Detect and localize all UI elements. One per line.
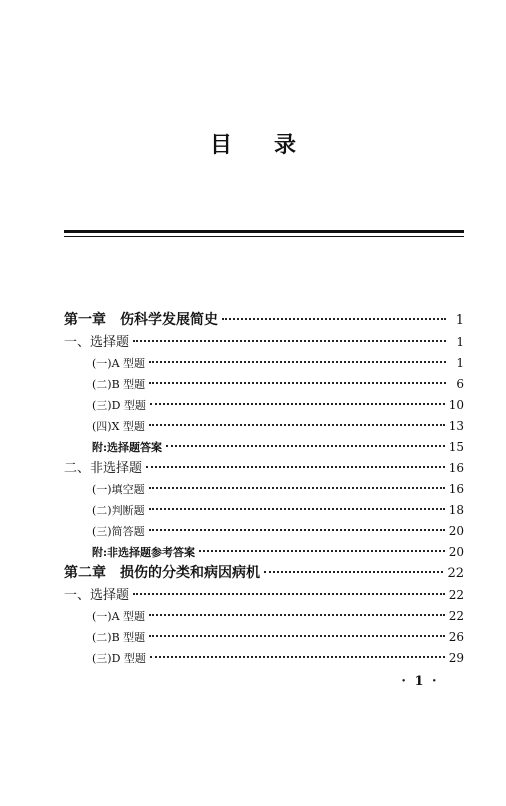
- toc-entry-label: 一、选择题: [64, 588, 130, 603]
- toc-entry-appendix[interactable]: [64, 437, 464, 458]
- dot-leader: [146, 466, 445, 468]
- toc-entry-page: 20: [448, 524, 464, 538]
- toc-entry-subsection[interactable]: [64, 416, 464, 437]
- dot-leader: [222, 318, 446, 320]
- toc-entry-page: 16: [448, 482, 464, 496]
- dot-leader: [149, 487, 445, 489]
- toc-entry-chapter-2[interactable]: [64, 563, 464, 585]
- dot-leader: [199, 550, 445, 552]
- toc-entry-label: 一、选择题: [64, 335, 130, 350]
- dot-leader: [264, 571, 443, 573]
- toc-entry-page: 20: [448, 545, 464, 559]
- toc-entry-page: 15: [448, 440, 464, 454]
- header-rule-thin: [64, 236, 464, 237]
- dot-leader: [149, 508, 445, 510]
- dot-leader: [133, 593, 445, 595]
- toc-entry-label: (一)A 型题: [92, 610, 146, 623]
- toc-entry-label: 第二章 损伤的分类和病因病机: [64, 565, 260, 581]
- toc-entry-section[interactable]: [64, 585, 464, 606]
- dot-leader: [149, 424, 445, 426]
- toc-entry-subsection[interactable]: [64, 374, 464, 395]
- toc-entry-page: 1: [455, 313, 464, 328]
- toc-entry-appendix[interactable]: [64, 542, 464, 563]
- toc-entry-label: (三)简答题: [92, 525, 145, 538]
- toc-entry-label: (二)B 型题: [92, 631, 146, 644]
- toc-entry-page: 6: [456, 377, 464, 391]
- page-number: · 1 ·: [401, 674, 439, 689]
- toc-entry-page: 18: [448, 503, 464, 517]
- dot-leader: [149, 382, 446, 384]
- dot-leader: [150, 403, 445, 405]
- toc-entry-label: (二)B 型题: [92, 378, 146, 391]
- toc-entry-label: (二)判断题: [92, 504, 145, 517]
- page-title: [0, 128, 506, 159]
- dot-leader: [149, 635, 445, 637]
- toc-entry-label: 第一章 伤科学发展简史: [64, 312, 218, 328]
- toc-entry-page: 10: [448, 398, 464, 412]
- toc-entry-page: 22: [448, 588, 464, 602]
- toc-entry-label: (四)X 型题: [92, 420, 145, 433]
- header-rule-thick: [64, 230, 464, 233]
- toc-entry-page: 1: [456, 335, 464, 349]
- dot-leader: [149, 361, 446, 363]
- dot-leader: [133, 340, 446, 342]
- toc-entry-page: 26: [448, 630, 464, 644]
- toc-entry-label: (一)填空题: [92, 483, 145, 496]
- dot-leader: [149, 614, 445, 616]
- toc-entry-section[interactable]: [64, 332, 464, 353]
- title-char-1: 目: [209, 132, 232, 158]
- toc-entry-subsection[interactable]: [64, 353, 464, 374]
- toc-entry-subsection[interactable]: [64, 521, 464, 542]
- toc-entry-subsection[interactable]: [64, 648, 464, 669]
- toc-entry-subsection[interactable]: [64, 395, 464, 416]
- toc-entry-page: 22: [448, 609, 464, 623]
- toc-entry-label: 附:选择题答案: [92, 441, 163, 454]
- toc-entry-label: (三)D 型题: [92, 399, 146, 412]
- toc-entry-page: 29: [448, 651, 464, 665]
- toc-entry-subsection[interactable]: [64, 500, 464, 521]
- dot-leader: [166, 445, 445, 447]
- toc-entry-label: 二、非选择题: [64, 461, 143, 476]
- dot-leader: [150, 656, 445, 658]
- toc-entry-section[interactable]: [64, 458, 464, 479]
- toc-entry-page: 22: [447, 566, 464, 581]
- toc-entry-subsection[interactable]: [64, 606, 464, 627]
- toc-entry-page: 16: [448, 461, 464, 475]
- toc-entry-label: (一)A 型题: [92, 357, 146, 370]
- toc-entry-page: 1: [456, 356, 464, 370]
- toc-entry-label: 附:非选择题参考答案: [92, 546, 196, 559]
- title-char-2: 录: [274, 132, 297, 158]
- toc-entry-subsection[interactable]: [64, 479, 464, 500]
- toc-entry-page: 13: [448, 419, 464, 433]
- table-of-contents: [64, 310, 464, 669]
- toc-entry-chapter-1[interactable]: [64, 310, 464, 332]
- toc-entry-label: (三)D 型题: [92, 652, 146, 665]
- dot-leader: [149, 529, 445, 531]
- toc-entry-subsection[interactable]: [64, 627, 464, 648]
